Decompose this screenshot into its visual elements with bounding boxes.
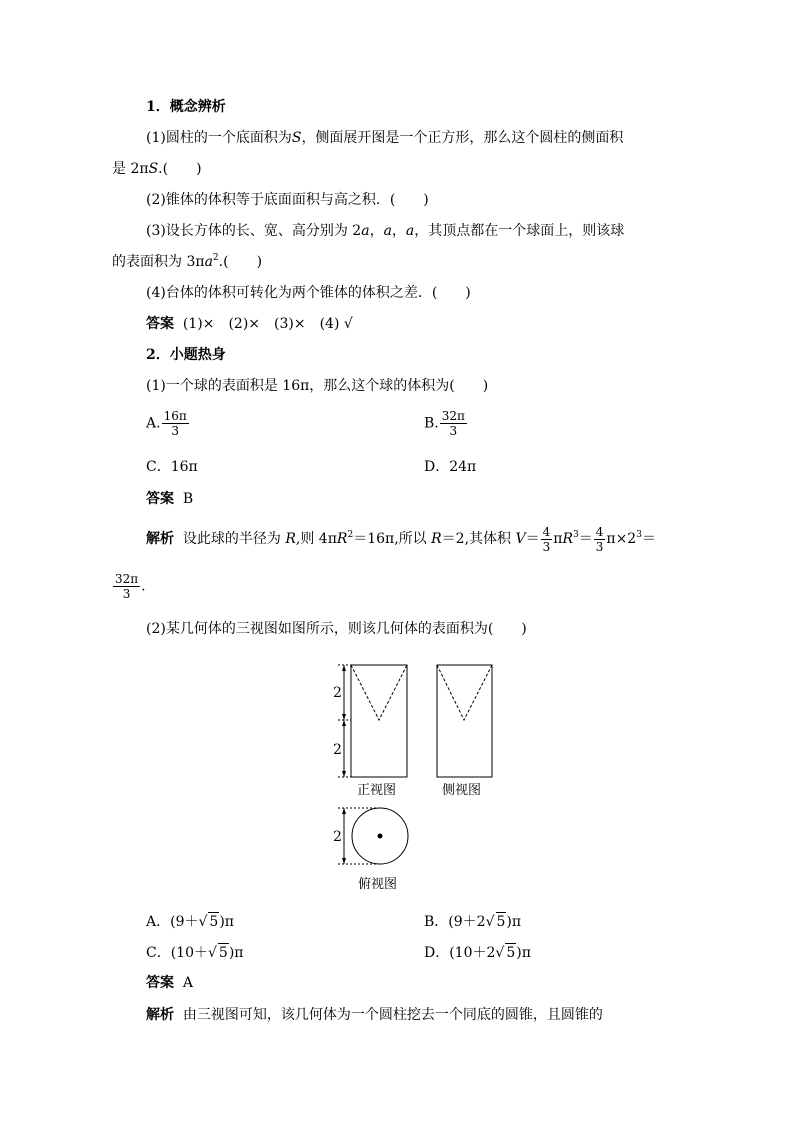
- section-2-title: 2．小题热身: [146, 347, 226, 363]
- p1-sol-t1: 设此球的半径为: [182, 531, 286, 547]
- p2-d-pre: D．(10＋2: [424, 945, 496, 961]
- problem-1-option-a: [146, 409, 190, 438]
- p1-sol-e3: 3: [573, 530, 579, 540]
- p1-sol-t8: π×2: [606, 531, 637, 547]
- p1-sol-f1d: 3: [542, 539, 551, 554]
- p1-sol-v: V: [515, 531, 526, 547]
- q3-s2: ，: [391, 223, 406, 239]
- problem-1-option-d: D．24π: [424, 459, 477, 475]
- dim-arrow-2: [342, 714, 346, 720]
- p1-sol-t10: .: [141, 578, 146, 595]
- p1-sol-t6: π: [553, 531, 563, 547]
- question-4: (4)台体的体积可转化为两个锥体的体积之差．( ): [146, 285, 471, 301]
- question-1-line-1: [146, 129, 623, 147]
- p1-sol-f2n: 4: [595, 524, 604, 539]
- p1-sol-t2: ,则 4π: [295, 531, 337, 547]
- p1-sol-t4: ＝2,其体积: [441, 531, 516, 547]
- dim-label-2: 2: [333, 742, 342, 758]
- p2-solution-text: 由三视图可知，该几何体为一个圆柱挖去一个同底的圆锥，且圆锥的: [182, 1007, 603, 1023]
- p2-a-rad: 5: [209, 914, 219, 930]
- dim-arrow-3: [342, 720, 346, 726]
- p1-sol-t9: ＝: [641, 531, 656, 547]
- side-view-cone-dashed: [437, 665, 492, 720]
- q3-text-b: ，其顶点都在一个球面上，则该球: [414, 223, 625, 239]
- question-1-line-2: [112, 160, 202, 178]
- problem-2-stem: (2)某几何体的三视图如图所示，则该几何体的表面积为( ): [146, 621, 527, 637]
- q3-s1: ，: [369, 223, 384, 239]
- top-dim-arrow-2: [342, 858, 346, 864]
- q3-text-a: (3)设长方体的长、宽、高分别为 2: [146, 223, 362, 239]
- question-3-line-1: [146, 222, 624, 240]
- p2-b-pre: B．(9＋2: [424, 914, 486, 930]
- front-view-cone-dashed: [351, 665, 407, 720]
- p1-sol-frac-2: [594, 525, 606, 554]
- p1-sol-e4: 3: [636, 530, 642, 540]
- problem-1-solution-line-2: [112, 572, 146, 601]
- sqrt-sign-icon: √: [485, 914, 495, 930]
- q1-l2-var: S: [148, 161, 159, 177]
- side-view-rect: [437, 665, 492, 777]
- three-view-figure: [330, 660, 500, 896]
- problem-1-solution: [146, 524, 656, 554]
- problem-1-stem: (1)一个球的表面积是 16π，那么这个球的体积为( ): [146, 378, 489, 394]
- p1-answer-value: B: [182, 491, 194, 507]
- p1-sol-r3: R: [431, 531, 442, 547]
- p1-sol-e2: 2: [347, 530, 354, 540]
- q1-l2-a: 是 2π: [112, 161, 149, 177]
- q3-a3: a: [405, 223, 415, 239]
- section-1-title: 1．概念辨析: [146, 99, 226, 115]
- q3-a1: a: [361, 223, 370, 239]
- q1-text-a: (1)圆柱的一个底面积为: [146, 130, 292, 146]
- question-3-line-2: [112, 253, 262, 271]
- problem-2-option-b: [424, 912, 521, 931]
- p1-b-den: 3: [449, 424, 458, 438]
- p1-answer-label: 答案: [146, 491, 174, 507]
- sqrt-sign-icon: √: [495, 945, 505, 961]
- p1-a-fraction: [162, 409, 189, 438]
- p1-sol-f1n: 4: [542, 524, 551, 539]
- p1-sol-r4: R: [562, 531, 573, 547]
- p1-solution-label: 解析: [146, 531, 174, 547]
- q1-text-b: ，侧面展开图是一个正方形，那么这个圆柱的侧面积: [301, 130, 624, 146]
- p2-a-pre: A．(9＋: [146, 914, 199, 930]
- p2-b-rad: 5: [496, 914, 506, 930]
- dim-arrow-4: [342, 771, 346, 777]
- q3-l2-a: 的表面积为 3π: [112, 254, 205, 270]
- p2-b-post: )π: [506, 914, 522, 930]
- p1-sol-r1: R: [285, 531, 296, 547]
- front-view-label: 正视图: [357, 783, 397, 798]
- p1-sol-t5: ＝: [525, 531, 540, 547]
- sqrt-sign-icon: √: [208, 945, 217, 961]
- side-view-label: 侧视图: [442, 783, 482, 798]
- p1-sol-r2: R: [336, 531, 348, 547]
- p2-c-rad: 5: [218, 945, 228, 961]
- p1-sol-f2d: 3: [595, 539, 604, 554]
- p2-solution-label: 解析: [146, 1007, 174, 1023]
- top-view-label: 俯视图: [358, 877, 398, 892]
- p1-b-num: 32π: [441, 409, 465, 423]
- q1-var-s: S: [291, 130, 302, 146]
- p2-c-post: )π: [228, 945, 244, 961]
- p1-sol-f3d: 3: [122, 587, 131, 601]
- p2-a-post: )π: [219, 914, 234, 930]
- q3-a2: a: [383, 223, 392, 239]
- problem-2-option-a: [146, 912, 234, 931]
- p1-b-label: B.: [424, 415, 439, 432]
- problem-2-solution: [146, 1006, 603, 1024]
- p2-answer-label: 答案: [146, 975, 174, 991]
- q3-l2-b: .( ): [218, 254, 263, 270]
- p1-a-den: 3: [171, 424, 179, 438]
- p1-a-label: A.: [146, 415, 161, 432]
- question-2: (2)锥体的体积等于底面面积与高之积．( ): [146, 192, 429, 208]
- p1-sol-frac-1: [541, 525, 553, 554]
- problem-1-option-c: C．16π: [146, 459, 198, 475]
- p1-sol-f3n: 32π: [115, 572, 139, 586]
- answer-1: [146, 315, 353, 333]
- problem-2-option-c: [146, 943, 244, 962]
- top-view-apex-dot: [378, 834, 383, 839]
- p1-sol-t7: ＝: [578, 531, 593, 547]
- q1-l2-b: .( ): [158, 161, 202, 177]
- dim-label-3: 2: [333, 829, 342, 845]
- answer-1-text: (1)× (2)× (3)× (4) √: [182, 316, 353, 332]
- sqrt-sign-icon: √: [198, 914, 208, 930]
- p1-sol-frac-3: [113, 572, 140, 601]
- p1-sol-t3: ＝16π,所以: [353, 531, 432, 547]
- q3-exp: 2: [212, 253, 219, 263]
- dim-label-1: 2: [333, 685, 342, 701]
- p2-c-pre: C．(10＋: [146, 945, 208, 961]
- p2-d-rad: 5: [506, 945, 516, 961]
- q3-l2-var: a: [204, 254, 213, 270]
- dim-arrow-1: [342, 665, 346, 671]
- p1-a-num: 16π: [163, 409, 187, 423]
- problem-1-option-b: [424, 409, 468, 438]
- top-dim-arrow-1: [342, 808, 346, 814]
- problem-2-option-d: [424, 943, 531, 962]
- p2-answer-value: A: [182, 975, 194, 991]
- problem-1-answer: [146, 490, 193, 508]
- p2-d-post: )π: [516, 945, 531, 961]
- problem-2-answer: [146, 974, 193, 992]
- p1-b-fraction: [440, 409, 467, 438]
- answer-1-label: 答案: [146, 316, 174, 332]
